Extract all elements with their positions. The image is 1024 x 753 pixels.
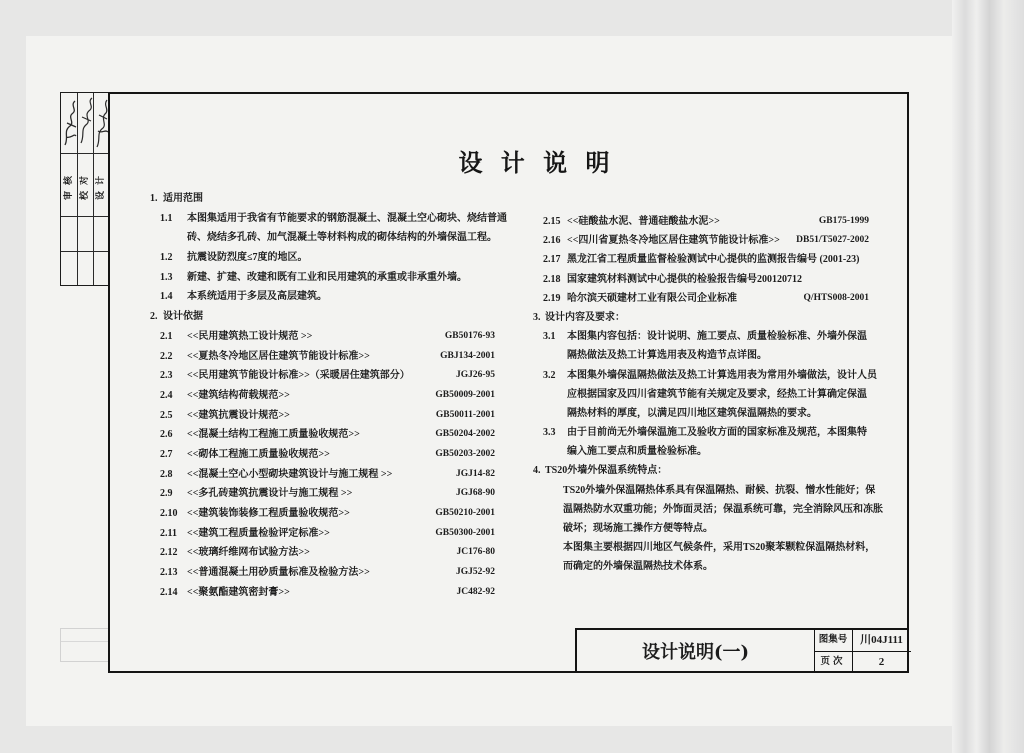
standard-title: <<建筑装饰装修工程质量验收规范>>	[187, 508, 350, 519]
standard-item	[150, 543, 495, 563]
item-3-2-continuation	[533, 385, 869, 404]
paragraph-text: 而确定的外墙保温隔热技术体系。	[563, 561, 713, 573]
section-heading-features	[533, 461, 869, 480]
section-heading-scope	[150, 189, 495, 209]
item-number: 2.14	[160, 586, 178, 598]
standard-title: <<砌体工程施工质量验收规范>>	[187, 448, 330, 460]
item-3-3-continuation	[533, 442, 869, 461]
standard-code: GBJ134-2001	[440, 350, 495, 361]
section-number: 2.	[150, 311, 158, 323]
standard-title: <<夏热冬冷地区居住建筑节能设计标准>>	[187, 350, 370, 362]
standard-title: <<普通混凝土用砂质量标准及检验方法>>	[187, 567, 370, 579]
item-text: 编入施工要点和质量检验标准。	[567, 446, 707, 458]
item-number: 2.16	[543, 235, 561, 247]
standard-title: <<建筑抗震设计规范>>	[187, 409, 290, 421]
item-number: 2.12	[160, 547, 178, 559]
standard-title: 哈尔滨天硕建材工业有限公司企业标准	[567, 292, 737, 304]
item-text: 新建、扩建、改建和既有工业和民用建筑的承重或非承重外墙。	[187, 271, 467, 283]
item-number: 2.4	[160, 389, 173, 401]
standard-item	[533, 250, 869, 269]
section-heading-content	[533, 308, 869, 327]
item-number: 2.6	[160, 429, 173, 441]
item-number: 2.10	[160, 508, 178, 519]
standard-code: JGJ14-82	[455, 468, 495, 479]
page-edge-shadow	[952, 0, 1024, 753]
standard-title: <<混凝土结构工程施工质量验收规范>>	[187, 429, 360, 441]
standard-code: JGJ26-95	[455, 370, 495, 381]
standard-code: DB51/T5027-2002	[796, 235, 869, 246]
standard-item	[533, 212, 869, 231]
section-title: 设计依据	[163, 311, 203, 323]
item-number: 2.9	[160, 488, 173, 500]
item-number: 2.18	[543, 273, 561, 285]
item-text: 应根据国家及四川省建筑节能有关规定及要求，经热工计算确定保温	[567, 388, 867, 400]
item-3-2-continuation	[533, 404, 869, 423]
section-number: 1.	[150, 193, 158, 204]
item-number: 1.3	[160, 271, 173, 283]
item-1-3	[150, 268, 495, 288]
item-text: 本系统适用于多层及高层建筑。	[187, 291, 327, 303]
item-number: 1.1	[160, 212, 173, 224]
standard-item	[150, 445, 495, 465]
right-column	[533, 212, 883, 577]
item-number: 2.17	[543, 254, 561, 266]
standard-code: GB50210-2001	[435, 508, 495, 518]
paragraph-text: 破坏；现场施工操作方便等特点。	[563, 523, 713, 534]
item-text: 本图集外墙保温隔热做法及热工计算选用表为常用外墙做法，设计人员	[567, 369, 877, 381]
page-title: 设 计 说 明	[458, 148, 614, 177]
section-number: 3.	[533, 311, 541, 323]
item-number: 2.2	[160, 350, 173, 362]
standard-title: <<建筑结构荷载规范>>	[187, 389, 290, 401]
item-text: 本图集适用于我省有节能要求的钢筋混凝土、混凝土空心砌块、烧结普通	[187, 212, 507, 224]
item-text: 隔热材料的厚度，以满足四川地区建筑保温隔热的要求。	[567, 407, 817, 419]
item-1-1-continuation	[150, 228, 495, 248]
item-number: 2.19	[543, 292, 561, 304]
standard-item	[150, 386, 495, 406]
item-text: 砖、烧结多孔砖、加气混凝土等材料构成的砌体结构的外墙保温工程。	[187, 232, 497, 244]
standard-code: JC482-92	[456, 586, 495, 597]
strip-divider	[61, 216, 110, 217]
section-title: TS20外墙外保温系统特点：	[545, 465, 668, 477]
atlas-number-label: 图集号	[818, 635, 848, 645]
role-label-check: 校对	[80, 170, 90, 201]
left-column	[150, 189, 507, 602]
role-label-review: 审核	[64, 170, 74, 201]
item-number: 2.15	[543, 216, 561, 227]
item-number: 3.3	[543, 427, 556, 439]
item-number: 2.5	[160, 409, 173, 421]
standard-title: <<聚氨酯建筑密封膏>>	[187, 586, 290, 598]
standard-item	[150, 484, 495, 504]
item-number: 2.13	[160, 567, 178, 579]
item-number: 2.1	[160, 330, 173, 342]
standard-item	[150, 524, 495, 544]
standard-title: 黑龙江省工程质量监督检验测试中心提供的监测报告编号 (2001-23)	[567, 254, 860, 266]
section-number: 4.	[533, 465, 541, 477]
standard-code: GB50009-2001	[435, 389, 495, 400]
standard-item	[150, 563, 495, 583]
standard-title: <<多孔砖建筑抗震设计与施工规程 >>	[187, 488, 353, 500]
standard-code: JGJ68-90	[455, 488, 495, 499]
item-3-3	[533, 423, 869, 442]
item-text: 隔热做法及热工计算选用表及构造节点详图。	[567, 350, 767, 362]
strip-divider	[61, 153, 110, 154]
item-number: 2.11	[160, 527, 177, 539]
standard-item	[533, 289, 869, 308]
paragraph-text: TS20外墙外保温隔热体系具有保温隔热、耐候、抗裂、憎水性能好；保	[563, 484, 876, 496]
standard-item	[150, 504, 495, 524]
faint-show-through-box	[60, 628, 110, 662]
paragraph-line	[533, 519, 869, 538]
paragraph-text: 温隔热防水双重功能；外饰面灵活；保温系统可靠，完全消除风压和冻胀	[563, 503, 883, 515]
signature-strip	[60, 92, 110, 286]
standard-item	[533, 270, 869, 289]
item-number: 3.2	[543, 369, 556, 381]
sheet-title: 设计说明(一)	[641, 642, 750, 663]
page-number: 2	[878, 656, 885, 668]
item-3-1	[533, 327, 869, 346]
standard-code: JGJ52-92	[455, 567, 495, 578]
standard-title: <<四川省夏热冬冷地区居住建筑节能设计标准>>	[567, 235, 780, 247]
item-text: 本图集内容包括：设计说明、施工要点、质量检验标准、外墙外保温	[567, 331, 867, 343]
item-1-4	[150, 287, 495, 307]
standard-code: GB50203-2002	[435, 448, 495, 459]
paragraph-line	[533, 500, 883, 519]
page-number-label: 页次	[820, 657, 846, 667]
section-title: 适用范围	[163, 193, 203, 204]
standard-item	[150, 406, 495, 426]
item-1-1	[150, 209, 507, 229]
standard-code: Q/HTS008-2001	[803, 292, 869, 303]
standard-code: GB50011-2001	[435, 409, 495, 420]
standard-code: GB50300-2001	[435, 527, 495, 538]
paragraph-text: 本图集主要根据四川地区气候条件，采用TS20聚苯颗粒保温隔热材料，	[563, 542, 876, 554]
item-3-2	[533, 366, 877, 385]
standard-item	[150, 327, 495, 347]
item-1-2	[150, 248, 495, 268]
standard-item	[150, 425, 495, 445]
atlas-number: 川04J111	[860, 634, 903, 646]
paragraph-line	[533, 557, 869, 576]
item-3-1-continuation	[533, 346, 869, 365]
standard-title: 国家建筑材料测试中心提供的检验报告编号200120712	[567, 273, 802, 285]
item-number: 2.8	[160, 468, 173, 480]
standard-title: <<建筑工程质量检验评定标准>>	[187, 527, 330, 539]
item-number: 1.4	[160, 291, 173, 303]
title-block	[575, 628, 909, 673]
role-label-design: 设计	[96, 170, 106, 201]
item-number: 3.1	[543, 331, 556, 343]
standard-code: GB50204-2002	[435, 429, 495, 440]
standard-item	[150, 366, 495, 386]
item-number: 1.2	[160, 252, 173, 264]
standard-item	[150, 347, 495, 367]
section-heading-basis	[150, 307, 495, 327]
standard-item	[533, 231, 869, 250]
paragraph-line	[533, 481, 876, 500]
standard-code: GB50176-93	[444, 330, 495, 341]
section-title: 设计内容及要求：	[545, 311, 625, 323]
strip-divider	[61, 251, 110, 252]
standard-title: <<民用建筑节能设计标准>>（采暖居住建筑部分）	[187, 370, 410, 382]
standard-code: JC176-80	[456, 547, 495, 558]
standard-item	[150, 583, 495, 603]
item-text: 抗震设防烈度≤7度的地区。	[187, 252, 308, 264]
standard-title: <<硅酸盐水泥、普通硅酸盐水泥>>	[567, 216, 720, 227]
standard-title: <<玻璃纤维网布试验方法>>	[187, 547, 310, 559]
standard-title: <<混凝土空心小型砌块建筑设计与施工规程 >>	[187, 468, 393, 480]
item-number: 2.3	[160, 370, 173, 382]
standard-title: <<民用建筑热工设计规范 >>	[187, 330, 313, 342]
item-number: 2.7	[160, 448, 173, 460]
handwritten-signatures	[61, 93, 111, 153]
item-text: 由于目前尚无外墙保温施工及验收方面的国家标准及规范，本图集特	[567, 427, 867, 439]
standard-item	[150, 465, 495, 485]
standard-code: GB175-1999	[818, 216, 869, 226]
paragraph-line	[533, 538, 876, 557]
